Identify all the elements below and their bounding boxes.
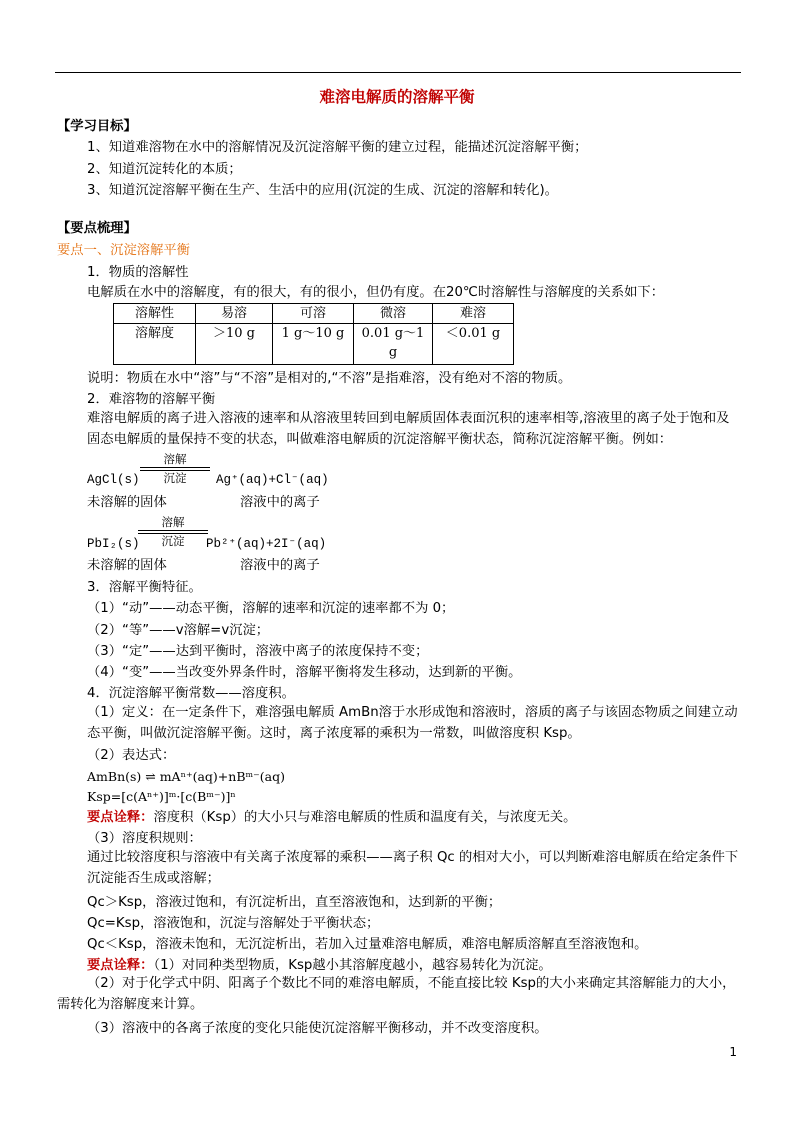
- table-cell: [354, 324, 433, 365]
- eq2-right: Pb²⁺(aq)+2I⁻(aq): [206, 537, 327, 551]
- solubility-table: [113, 303, 514, 365]
- page-title: 难溶电解质的溶解平衡: [319, 88, 475, 106]
- eq1-label-solid: 未溶解的固体: [87, 495, 167, 510]
- table-row: [114, 304, 514, 324]
- eq1-right: Ag⁺(aq)+Cl⁻(aq): [216, 473, 329, 487]
- eq2-arrow-line: [138, 530, 208, 531]
- section-3-item: （4）“变”——当改变外界条件时，溶解平衡将发生移动，达到新的平衡。: [87, 665, 522, 680]
- section-3-item: （3）“定”——达到平衡时，溶液中离子的浓度保持不变；: [87, 644, 429, 659]
- table-row: [114, 324, 514, 365]
- section-4-rule-title: （3）溶度积规则：: [87, 831, 202, 846]
- review-heading: 【要点梳理】: [57, 221, 137, 236]
- eq2-left: PbI₂(s): [87, 537, 140, 551]
- eq2-label-solid: 未溶解的固体: [87, 558, 167, 573]
- table-cell: 1 g～10 g: [273, 324, 354, 365]
- eq2-label-ions: 溶液中的离子: [240, 558, 320, 573]
- table-cell: 难溶: [433, 304, 514, 324]
- table-cell: 可溶: [273, 304, 354, 324]
- section-3-item: （1）“动”——动态平衡，溶解的速率和沉淀的速率都不为 0；: [87, 601, 455, 616]
- table-cell: ＞10 g: [196, 324, 273, 365]
- table-cell: 微溶: [354, 304, 433, 324]
- point1-heading: 要点一、沉淀溶解平衡: [57, 243, 190, 258]
- section-4-definition: （1）定义：在一定条件下，难溶强电解质 AmBn溶于水形成饱和溶液时，溶质的离子与该固态物质之间建立动态平衡，叫做沉淀溶解平衡。这时，离子浓度幂的乘积为一常数，叫做溶度积 Ksp。: [87, 705, 738, 741]
- eq1-label-ions: 溶液中的离子: [240, 495, 320, 510]
- section-1-text: 电解质在水中的溶解度，有的很大，有的很小，但仍有度。在20℃时溶解性与溶解度的关系如下：: [87, 285, 665, 300]
- section-4-title: 4．沉淀溶解平衡常数——溶度积。: [87, 686, 295, 701]
- objectives-heading-text: 【学习目标】: [57, 119, 137, 134]
- eq1-arrow-top: 溶解: [163, 452, 187, 466]
- section-3-item: （2）“等”——v溶解=v沉淀；: [87, 623, 270, 638]
- section-2-text: 难溶电解质的离子进入溶液的速率和从溶液里转回到电解质固体表面沉积的速率相等,溶液里的离子处于饱和及固态电解质的量保持不变的状态，叫做难溶电解质的沉淀溶解平衡状态，简称沉淀溶解平衡。例如：: [87, 411, 730, 447]
- rule-item: Qc＞Ksp，溶液过饱和，有沉淀析出，直至溶液饱和，达到新的平衡；: [87, 895, 502, 910]
- table-cell: 溶解度: [114, 324, 196, 365]
- eq1-arrow-line: [140, 467, 210, 468]
- section-3-title: 3．溶解平衡特征。: [87, 580, 202, 595]
- key-note-2-item-3: （3）溶液中的各离子浓度的变化只能使沉淀溶解平衡移动，并不改变溶度积。: [87, 1021, 548, 1036]
- expression-ksp: Ksp=[c(Aⁿ⁺)]ᵐ·[c(Bᵐ⁻)]ⁿ: [87, 789, 236, 804]
- section-4-rule-text: 通过比较溶度积与溶液中有关离子浓度幂的乘积——离子积 Qc 的相对大小，可以判断难溶电解质在给定条件下沉淀能否生成或溶解；: [87, 850, 739, 886]
- section-1-title: 1．物质的溶解性: [87, 265, 189, 280]
- table-cell: 溶解性: [114, 304, 196, 324]
- key-note-2: [87, 957, 552, 974]
- eq1-arrow-bottom: 沉淀: [163, 471, 187, 485]
- table-cell: ＜0.01 g: [433, 324, 514, 365]
- section-2-title: 2．难溶物的溶解平衡: [87, 392, 216, 407]
- table-cell: 易溶: [196, 304, 273, 324]
- note-text: 说明：物质在水中“溶”与“不溶”是相对的,“不溶”是指难溶，没有绝对不溶的物质。: [87, 371, 572, 386]
- objective-item: 3、知道沉淀溶解平衡在生产、生活中的应用(沉淀的生成、沉淀的溶解和转化)。: [87, 183, 558, 198]
- key-note-1: [87, 809, 576, 826]
- key-note-label: 要点诠释：: [87, 958, 154, 973]
- key-note-text: 溶度积（Ksp）的大小只与难溶电解质的性质和温度有关，与浓度无关。: [153, 810, 577, 825]
- eq1-left: AgCl(s): [87, 473, 140, 487]
- section-4-expression-title: （2）表达式：: [87, 748, 176, 763]
- eq2-arrow-bottom: 沉淀: [161, 534, 185, 548]
- objectives-heading: [57, 118, 137, 135]
- objective-item: 2、知道沉淀转化的本质；: [87, 162, 242, 177]
- cell-line: 0.01 g～1: [361, 326, 425, 341]
- objective-item: 1、知道难溶物在水中的溶解情况及沉淀溶解平衡的建立过程，能描述沉淀溶解平衡；: [87, 140, 588, 155]
- key-note-label: 要点诠释：: [87, 810, 154, 825]
- eq2-arrow-top: 溶解: [161, 515, 185, 529]
- top-rule: [55, 72, 741, 73]
- expression-equilibrium: AmBn(s) ⇌ mAⁿ⁺(aq)+nBᵐ⁻(aq): [87, 769, 285, 784]
- rule-item: Qc＜Ksp，溶液未饱和，无沉淀析出，若加入过量难溶电解质，难溶电解质溶解直至溶液饱和。: [87, 937, 648, 952]
- page-number: 1: [729, 1045, 737, 1059]
- key-note-text: （1）对同种类型物质，Ksp越小其溶解度越小，越容易转化为沉淀。: [153, 958, 552, 973]
- key-note-2-item-2: （2）对于化学式中阴、阳离子个数比不同的难溶电解质，不能直接比较 Ksp的大小来确定其溶解能力的大小，需转化为溶解度来计算。: [57, 976, 736, 1012]
- rule-item: Qc=Ksp，溶液饱和，沉淀与溶解处于平衡状态；: [87, 916, 380, 931]
- cell-wrap: g: [388, 345, 398, 360]
